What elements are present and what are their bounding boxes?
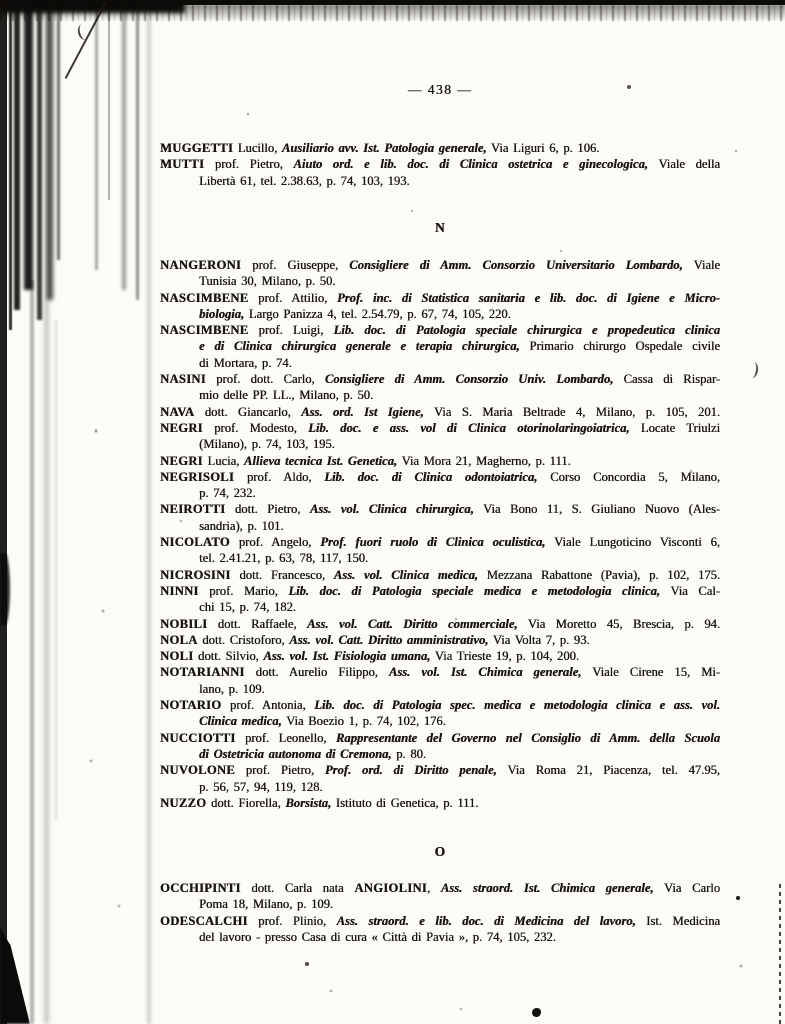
entry-name-text: OCCHIPINTI bbox=[160, 881, 241, 895]
entry-title-text: e di Clinica chirurgica generale e terapia chirurgica, bbox=[199, 339, 520, 354]
entry-detail-text: dott. Pietro, bbox=[225, 502, 310, 517]
entry-title-text: Ass. straord. e lib. doc. di Medicina del lavoro, bbox=[336, 913, 636, 928]
entry-detail-text: prof. Pietro, bbox=[234, 763, 325, 778]
entry-detail-text: del lavoro - presso Casa di cura « Città di Pavia », p. 74, 105, 232. bbox=[199, 929, 556, 944]
entry-title-text: Ass. vol. Catt. Diritto commerciale, bbox=[307, 616, 518, 631]
entry-line bbox=[160, 880, 720, 896]
entry-name-text: NEGRISOLI bbox=[160, 469, 235, 484]
scan-top-edge-noise bbox=[0, 5, 785, 21]
entry-detail-text: prof. Plinio, bbox=[247, 913, 337, 928]
directory-entry bbox=[160, 501, 720, 534]
directory-entry bbox=[160, 880, 720, 913]
entry-line bbox=[160, 550, 720, 566]
entry-title-text: Allieva tecnica Ist. Genetica, bbox=[243, 453, 398, 468]
entry-name-text: NASCIMBENE bbox=[160, 323, 249, 338]
entry-line bbox=[160, 583, 720, 599]
entry-title-text: Consigliere di Amm. Consorzio Univ. Lombardo, bbox=[324, 372, 614, 387]
entry-line bbox=[160, 436, 720, 452]
directory-entry bbox=[160, 322, 720, 371]
entry-detail-text: dott. Francesco, bbox=[230, 567, 334, 582]
entry-detail-text: Corso Concordia 5, Milano, bbox=[537, 469, 720, 484]
entry-detail-text: Tunisia 30, Milano, p. 50. bbox=[199, 274, 336, 289]
entry-detail-text: Largo Panizza 4, tel. 2.54.79, p. 67, 74, 105, 220. bbox=[244, 306, 511, 321]
entry-detail-text: Via Liguri 6, p. 106. bbox=[486, 141, 600, 155]
entry-detail-text: lano, p. 109. bbox=[199, 681, 265, 696]
entry-name-text: MUTTI bbox=[160, 157, 205, 172]
entry-detail-text: dott. Cristoforo, bbox=[197, 632, 290, 647]
binding-streak-faint bbox=[122, 0, 126, 290]
entry-detail-text: p. 56, 57, 94, 119, 128. bbox=[199, 779, 323, 794]
entry-detail-text: Viale Lungoticino Visconti 6, bbox=[545, 535, 720, 550]
entry-detail-text: Via Volta 7, p. 93. bbox=[488, 632, 590, 647]
entry-detail-text: prof. dott. Carlo, bbox=[205, 372, 325, 387]
entry-name-text: ANGIOLINI bbox=[354, 881, 427, 895]
entry-detail-text: Viale bbox=[682, 258, 720, 272]
directory-entry bbox=[160, 697, 720, 730]
entry-line bbox=[160, 664, 720, 680]
entry-detail-text: Via Bono 11, S. Giuliano Nuovo (Ales- bbox=[473, 502, 720, 517]
entry-name-text: NANGERONI bbox=[160, 258, 242, 272]
entry-line bbox=[160, 306, 720, 322]
entry-title-text: Lib. doc. di Patologia speciale medica e metodologia clinica, bbox=[288, 583, 660, 598]
entry-detail-text: prof. Mario, bbox=[198, 583, 289, 598]
entry-title-text: Consigliere di Amm. Consorzio Universitario Lombardo, bbox=[349, 258, 683, 272]
entry-detail-text: Viale Cirene 15, Mi- bbox=[581, 665, 720, 680]
entry-detail-text: dott. Silvio, bbox=[193, 649, 264, 664]
right-edge-dashed-mark bbox=[779, 884, 781, 1024]
entry-name-text: NUCCIOTTI bbox=[160, 730, 236, 745]
entry-line bbox=[160, 387, 720, 403]
entry-line bbox=[160, 338, 720, 354]
entry-line bbox=[160, 616, 720, 632]
entry-detail-text: tel. 2.41.21, p. 63, 78, 117, 150. bbox=[199, 551, 369, 566]
directory-entry bbox=[160, 664, 720, 697]
entry-title-text: Prof. inc. di Statistica sanitaria e lib. doc. di Igiene e Micro- bbox=[336, 290, 720, 305]
entry-line bbox=[160, 290, 720, 306]
binding-streak-faint bbox=[108, 0, 110, 200]
section-heading-o: O bbox=[434, 844, 446, 859]
entry-name-text: NICOLATO bbox=[160, 535, 230, 550]
binding-streak bbox=[9, 0, 12, 330]
entry-detail-text: Poma 18, Milano, p. 109. bbox=[199, 897, 334, 912]
entry-detail-text: Viale della bbox=[647, 157, 720, 172]
scan-noise-speckles bbox=[0, 0, 2, 2]
binding-streak-faint bbox=[55, 320, 57, 820]
entry-detail-text: chi 15, p. 74, 182. bbox=[199, 600, 296, 615]
directory-entry bbox=[160, 730, 720, 763]
binding-corner-blot bbox=[0, 928, 30, 1024]
entry-line bbox=[160, 322, 720, 338]
entry-detail-text: dott. Carla nata bbox=[240, 881, 355, 895]
binding-streak bbox=[24, 0, 33, 290]
directory-entry bbox=[160, 469, 720, 502]
directory-entry bbox=[160, 913, 720, 946]
entry-line bbox=[160, 156, 720, 172]
entry-detail-text: Mezzana Rabattone (Pavia), p. 102, 175. bbox=[477, 567, 721, 582]
binding-streak bbox=[0, 0, 7, 1024]
entry-title-text: biologia, bbox=[199, 306, 245, 321]
directory-entry bbox=[160, 156, 720, 189]
entry-detail-text: prof. Antonia, bbox=[221, 698, 315, 713]
entry-title-text: Rappresentante del Governo nel Consiglio di Amm. della Scuola bbox=[335, 730, 721, 745]
entry-title-text: Borsista, bbox=[285, 795, 332, 810]
entry-detail-text: mio delle PP. LL., Milano, p. 50. bbox=[199, 388, 374, 403]
entry-line bbox=[160, 469, 720, 485]
entry-detail-text: dott. Fiorella, bbox=[206, 795, 286, 810]
directory-entry bbox=[160, 567, 720, 583]
binding-streak bbox=[57, 0, 60, 260]
entry-line bbox=[160, 140, 720, 156]
entry-detail-text: p. 74, 232. bbox=[199, 486, 256, 501]
entry-detail-text: Via Trieste 19, p. 104, 200. bbox=[430, 649, 579, 664]
directory-entry bbox=[160, 420, 720, 453]
entry-title-text: Ass. vol. Ist. Fisiologia umana, bbox=[263, 649, 431, 664]
entry-line bbox=[160, 453, 720, 469]
entry-title-text: Ass. vol. Catt. Diritto amministrativo, bbox=[289, 632, 489, 647]
entry-name-text: NUZZO bbox=[160, 795, 207, 810]
entry-detail-text: Locate Triulzi bbox=[629, 420, 720, 435]
entry-title-text: Clinica medica, bbox=[199, 714, 282, 729]
page-number: — 438 — bbox=[407, 82, 473, 97]
entry-name-text: NEGRI bbox=[160, 420, 203, 435]
entry-line bbox=[160, 518, 720, 534]
entry-detail-text: Via Roma 21, Piacenza, tel. 47.95, bbox=[496, 763, 720, 778]
entry-detail-text: p. 80. bbox=[391, 746, 426, 761]
entry-line bbox=[160, 420, 720, 436]
entry-line bbox=[160, 697, 720, 713]
entry-line bbox=[160, 762, 720, 778]
entry-title-text: di Ostetricia autonoma di Cremona, bbox=[199, 746, 392, 761]
entry-detail-text: Libertà 61, tel. 2.38.63, p. 74, 103, 193. bbox=[199, 173, 410, 188]
entry-line bbox=[160, 273, 720, 289]
entry-detail-text: prof. Angelo, bbox=[229, 535, 321, 550]
entry-title-text: Prof. ord. di Diritto penale, bbox=[324, 763, 497, 778]
entry-line bbox=[160, 567, 720, 583]
entry-detail-text: dott. Raffaele, bbox=[207, 616, 308, 631]
entry-name-text: NOBILI bbox=[160, 616, 208, 631]
directory-entry bbox=[160, 632, 720, 648]
entry-title-text: Ass. ord. Ist Igiene, bbox=[301, 404, 424, 419]
entry-line bbox=[160, 599, 720, 615]
ink-dot bbox=[736, 896, 740, 900]
entry-line bbox=[160, 746, 720, 762]
entry-detail-text: Ist. Medicina bbox=[635, 913, 720, 928]
directory-entry bbox=[160, 453, 720, 469]
entry-detail-text: prof. Leonello, bbox=[235, 730, 336, 745]
entry-line bbox=[160, 404, 720, 420]
binding-streak bbox=[14, 0, 20, 310]
directory-entry bbox=[160, 616, 720, 632]
entry-detail-text: Primario chirurgo Ospedale civile bbox=[519, 339, 720, 354]
entry-name-text: NASCIMBENE bbox=[160, 290, 249, 305]
binding-streak-faint bbox=[136, 0, 139, 300]
entry-detail-text: prof. Attilio, bbox=[248, 290, 337, 305]
entry-line bbox=[160, 648, 720, 664]
entry-name-text: MUGGETTI bbox=[160, 141, 234, 155]
entry-title-text: Ass. vol. Clinica medica, bbox=[333, 567, 478, 582]
entry-name-text: NINNI bbox=[160, 583, 199, 598]
entry-detail-text: Istituto di Genetica, p. 111. bbox=[331, 795, 479, 810]
entry-name-text: NAVA bbox=[160, 404, 195, 419]
entry-name-text: NASINI bbox=[160, 372, 206, 387]
entry-detail-text: (Milano), p. 74, 103, 195. bbox=[199, 437, 335, 452]
directory-entry bbox=[160, 290, 720, 323]
entry-detail-text: , bbox=[427, 881, 441, 895]
scan-top-edge-bar bbox=[0, 0, 785, 5]
binding-streak-faint bbox=[95, 0, 98, 270]
entry-line bbox=[160, 534, 720, 550]
entry-title-text: Lib. doc. di Patologia speciale chirurgica e propedeutica clinica bbox=[333, 323, 720, 338]
entry-name-text: ODESCALCHI bbox=[160, 913, 248, 928]
entry-name-text: NOTARIANNI bbox=[160, 665, 245, 680]
entry-detail-text: prof. Luigi, bbox=[248, 323, 334, 338]
binding-edge-blot bbox=[0, 553, 10, 625]
entry-line bbox=[160, 257, 720, 273]
binding-streak bbox=[46, 0, 53, 300]
binding-streak-faint bbox=[30, 280, 34, 1024]
entry-line bbox=[160, 485, 720, 501]
directory-entry bbox=[160, 534, 720, 567]
entry-detail-text: dott. Aurelio Filippo, bbox=[244, 665, 389, 680]
directory-entry bbox=[160, 371, 720, 404]
entry-title-text: Lib. doc. di Clinica odontoiatrica, bbox=[324, 469, 538, 484]
entry-name-text: NOTARIO bbox=[160, 698, 222, 713]
entry-line bbox=[160, 929, 720, 945]
entry-title-text: Ass. vol. Clinica chirurgica, bbox=[309, 502, 474, 517]
entry-name-text: NICROSINI bbox=[160, 567, 231, 582]
entry-detail-text: di Mortara, p. 74. bbox=[199, 355, 292, 370]
entry-title-text: Ass. vol. Ist. Chimica generale, bbox=[388, 665, 582, 680]
entry-detail-text: Via Cal- bbox=[659, 583, 720, 598]
entry-name-text: NOLA bbox=[160, 632, 198, 647]
entry-line bbox=[160, 355, 720, 371]
entry-list-n bbox=[160, 257, 720, 811]
section-heading-n: N bbox=[434, 220, 446, 235]
entry-title-text: Lib. doc. e ass. vol di Clinica otorinolaringoiatrica, bbox=[308, 420, 630, 435]
directory-entry bbox=[160, 762, 720, 795]
directory-entry bbox=[160, 140, 720, 156]
entry-detail-text: Cassa di Rispar- bbox=[613, 372, 720, 387]
entry-line bbox=[160, 730, 720, 746]
entry-title-text: Ass. straord. Ist. Chimica generale, bbox=[440, 881, 654, 895]
entry-line bbox=[160, 173, 720, 189]
margin-ink-mark bbox=[747, 361, 759, 378]
entry-detail-text: Lucia, bbox=[202, 453, 244, 468]
binding-streak-faint bbox=[147, 0, 151, 1024]
entry-line bbox=[160, 371, 720, 387]
entry-line bbox=[160, 779, 720, 795]
entry-name-text: NOLI bbox=[160, 649, 194, 664]
entry-name-text: NEGRI bbox=[160, 453, 203, 468]
scan-top-left-smudge bbox=[0, 0, 185, 13]
entry-detail-text: dott. Giancarlo, bbox=[194, 404, 302, 419]
ink-dot bbox=[532, 1008, 541, 1017]
directory-entry bbox=[160, 795, 720, 811]
entry-detail-text: Via Boezio 1, p. 74, 102, 176. bbox=[281, 714, 446, 729]
entry-detail-text: Via S. Maria Beltrade 4, Milano, p. 105, 201. bbox=[423, 404, 720, 419]
directory-entry bbox=[160, 257, 720, 290]
directory-entry bbox=[160, 648, 720, 664]
entry-detail-text: Via Moretto 45, Brescia, p. 94. bbox=[517, 616, 720, 631]
entry-line bbox=[160, 795, 720, 811]
entry-line bbox=[160, 713, 720, 729]
entry-line bbox=[160, 681, 720, 697]
entry-line bbox=[160, 896, 720, 912]
entry-list-o bbox=[160, 880, 720, 945]
binding-streak bbox=[37, 0, 42, 320]
entry-title-text: Aiuto ord. e lib. doc. di Clinica ostetrica e ginecologica, bbox=[293, 157, 648, 172]
entry-title-text: Lib. doc. di Patologia spec. medica e metodologia clinica e ass. vol. bbox=[314, 698, 720, 713]
entry-line bbox=[160, 501, 720, 517]
entry-line bbox=[160, 913, 720, 929]
entry-detail-text: prof. Modesto, bbox=[202, 420, 309, 435]
entry-title-text: Prof. fuori ruolo di Clinica oculistica, bbox=[320, 535, 546, 550]
entry-name-text: NUVOLONE bbox=[160, 763, 235, 778]
entry-line bbox=[160, 632, 720, 648]
scan-crease-hook bbox=[76, 23, 92, 42]
entry-title-text: Ausiliario avv. Ist. Patologia generale, bbox=[281, 141, 487, 155]
directory-entry bbox=[160, 404, 720, 420]
entry-list-m bbox=[160, 140, 720, 189]
binding-streak-faint bbox=[44, 300, 49, 1024]
entry-detail-text: Via Mora 21, Magherno, p. 111. bbox=[397, 453, 571, 468]
entry-detail-text: prof. Pietro, bbox=[204, 157, 294, 172]
entry-name-text: NEIROTTI bbox=[160, 502, 226, 517]
entry-detail-text: prof. Aldo, bbox=[234, 469, 325, 484]
entry-detail-text: Via Carlo bbox=[653, 881, 720, 895]
entry-detail-text: Lucillo, bbox=[233, 141, 282, 155]
directory-entry bbox=[160, 583, 720, 616]
entry-detail-text: sandria), p. 101. bbox=[199, 518, 284, 533]
entry-detail-text: prof. Giuseppe, bbox=[241, 258, 350, 272]
scan-crease-mark bbox=[65, 2, 107, 79]
